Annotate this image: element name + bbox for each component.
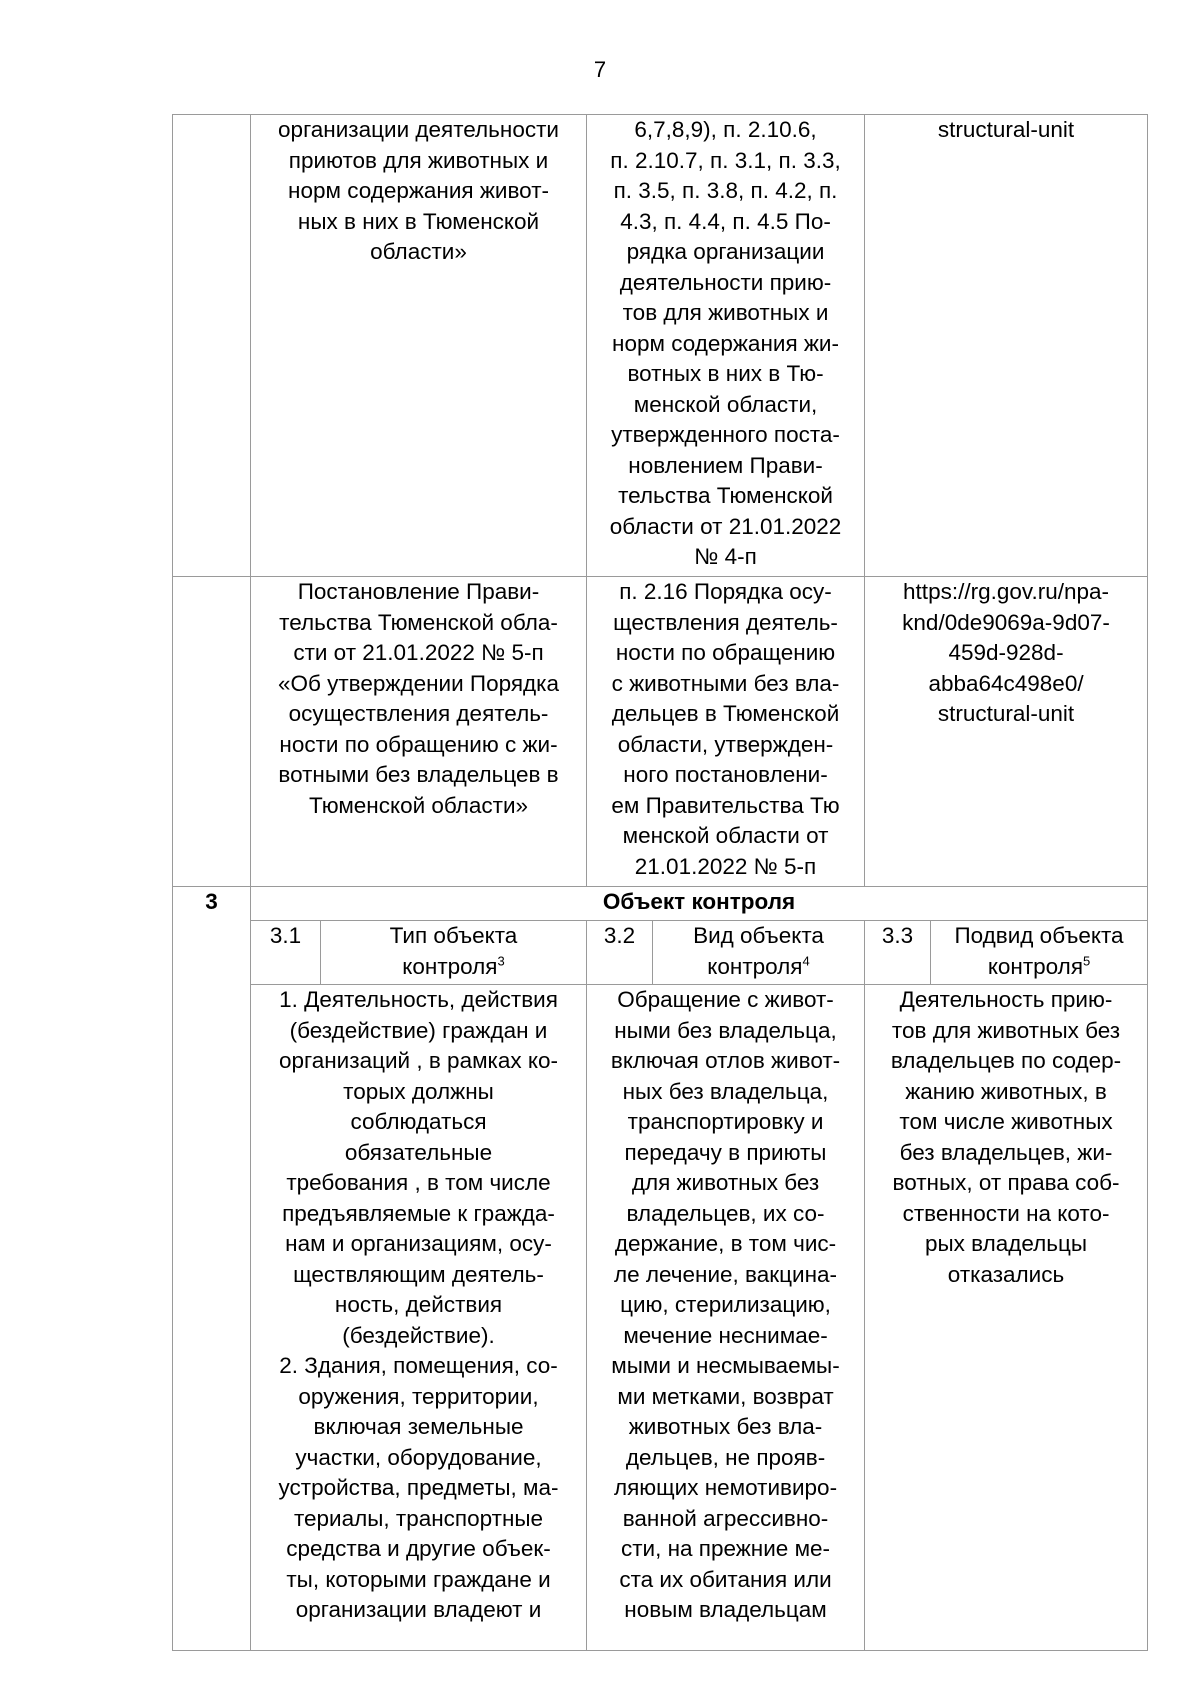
object-subkind-cell: Деятельность прию- тов для животных без владельцев по содер- жанию животных, в том числе животных без владельцев, жи- вотных, от права соб- ственности на кото- рых владельцы отказались — [865, 985, 1148, 1651]
subsection-number: 3.1 — [251, 921, 321, 985]
footnote-mark: 5 — [1083, 953, 1091, 968]
section-number: 3 — [173, 887, 251, 1651]
table-row — [173, 115, 1148, 577]
table-row — [173, 577, 1148, 887]
subheader-row — [173, 921, 1148, 985]
subsection-label: Подвид объекта контроля$^5$ — [931, 921, 1148, 985]
section-header-row — [173, 887, 1148, 921]
table-row — [173, 985, 1148, 1651]
subsection-label: Вид объекта контроля$^4$ — [653, 921, 865, 985]
section-number-cell-empty — [173, 115, 251, 577]
section-number-cell-empty — [173, 577, 251, 887]
object-type-cell: 1. Деятельность, действия (бездействие) граждан и организаций , в рамках ко- торых должны соблюдаться обязательные требования , в том числе предъявляемые к гражда- нам и организациям, осу- ществляющим деятель- ность, действия (бездействие). 2. Здания, помещения, со- оружения, территории, включая земельные участки, оборудование, устройства, предметы, ма- териалы, транспортные средства и другие объек- ты, которыми граждане и организации владеют и — [251, 985, 587, 1651]
link-cell: https://rg.gov.ru/npa- knd/0de9069a-9d07- 459d-928d- abba64c498e0/ structural-unit — [865, 577, 1148, 887]
object-kind-cell: Обращение с живот- ными без владельца, включая отлов живот- ных без владельца, транспортировку и передачу в приюты для животных без владельцев, их со- держание, в том чис- ле лечение, вакцина- цию, стерилизацию, мечение неснимае- мыми и несмываемы- ми метками, возврат животных без вла- дельцев, не прояв- ляющих немотивиро- ванной агрессивно- сти, на прежние ме- ста их обитания или новым владельцам — [587, 985, 865, 1651]
footnote-mark: 3 — [497, 953, 505, 968]
subsection-number: 3.3 — [865, 921, 931, 985]
subsection-number: 3.2 — [587, 921, 653, 985]
act-name-cell: Постановление Прави- тельства Тюменской обла- сти от 21.01.2022 № 5-п «Об утверждении Порядка осуществления деятель- ности по обращению с жи- вотными без владельцев в Тюменской области» — [251, 577, 587, 887]
structural-unit-cell: 6,7,8,9), п. 2.10.6, п. 2.10.7, п. 3.1, п. 3.3, п. 3.5, п. 3.8, п. 4.2, п. 4.3, п. 4.4, п. 4.5 По- рядка организации деятельности прию- тов для животных и норм содержания жи- вотных в них в Тю- менской области, утвержденного поста- новлением Прави- тельства Тюменской области от 21.01.2022 № 4-п — [587, 115, 865, 577]
section-title: Объект контроля — [251, 887, 1148, 921]
footnote-mark: 4 — [802, 953, 810, 968]
subsection-label: Тип объекта контроля$^3$ — [321, 921, 587, 985]
link-cell: structural-unit — [865, 115, 1148, 577]
control-object-table — [172, 114, 1148, 1651]
act-name-cell: организации деятельности приютов для животных и норм содержания живот- ных в них в Тюменской области» — [251, 115, 587, 577]
page-number: 7 — [593, 57, 607, 82]
structural-unit-cell: п. 2.16 Порядка осу- ществления деятель- ности по обращению с животными без вла- дельцев в Тюменской области, утвержден- ного постановлени- ем Правительства Тю менской области от 21.01.2022 № 5-п — [587, 577, 865, 887]
